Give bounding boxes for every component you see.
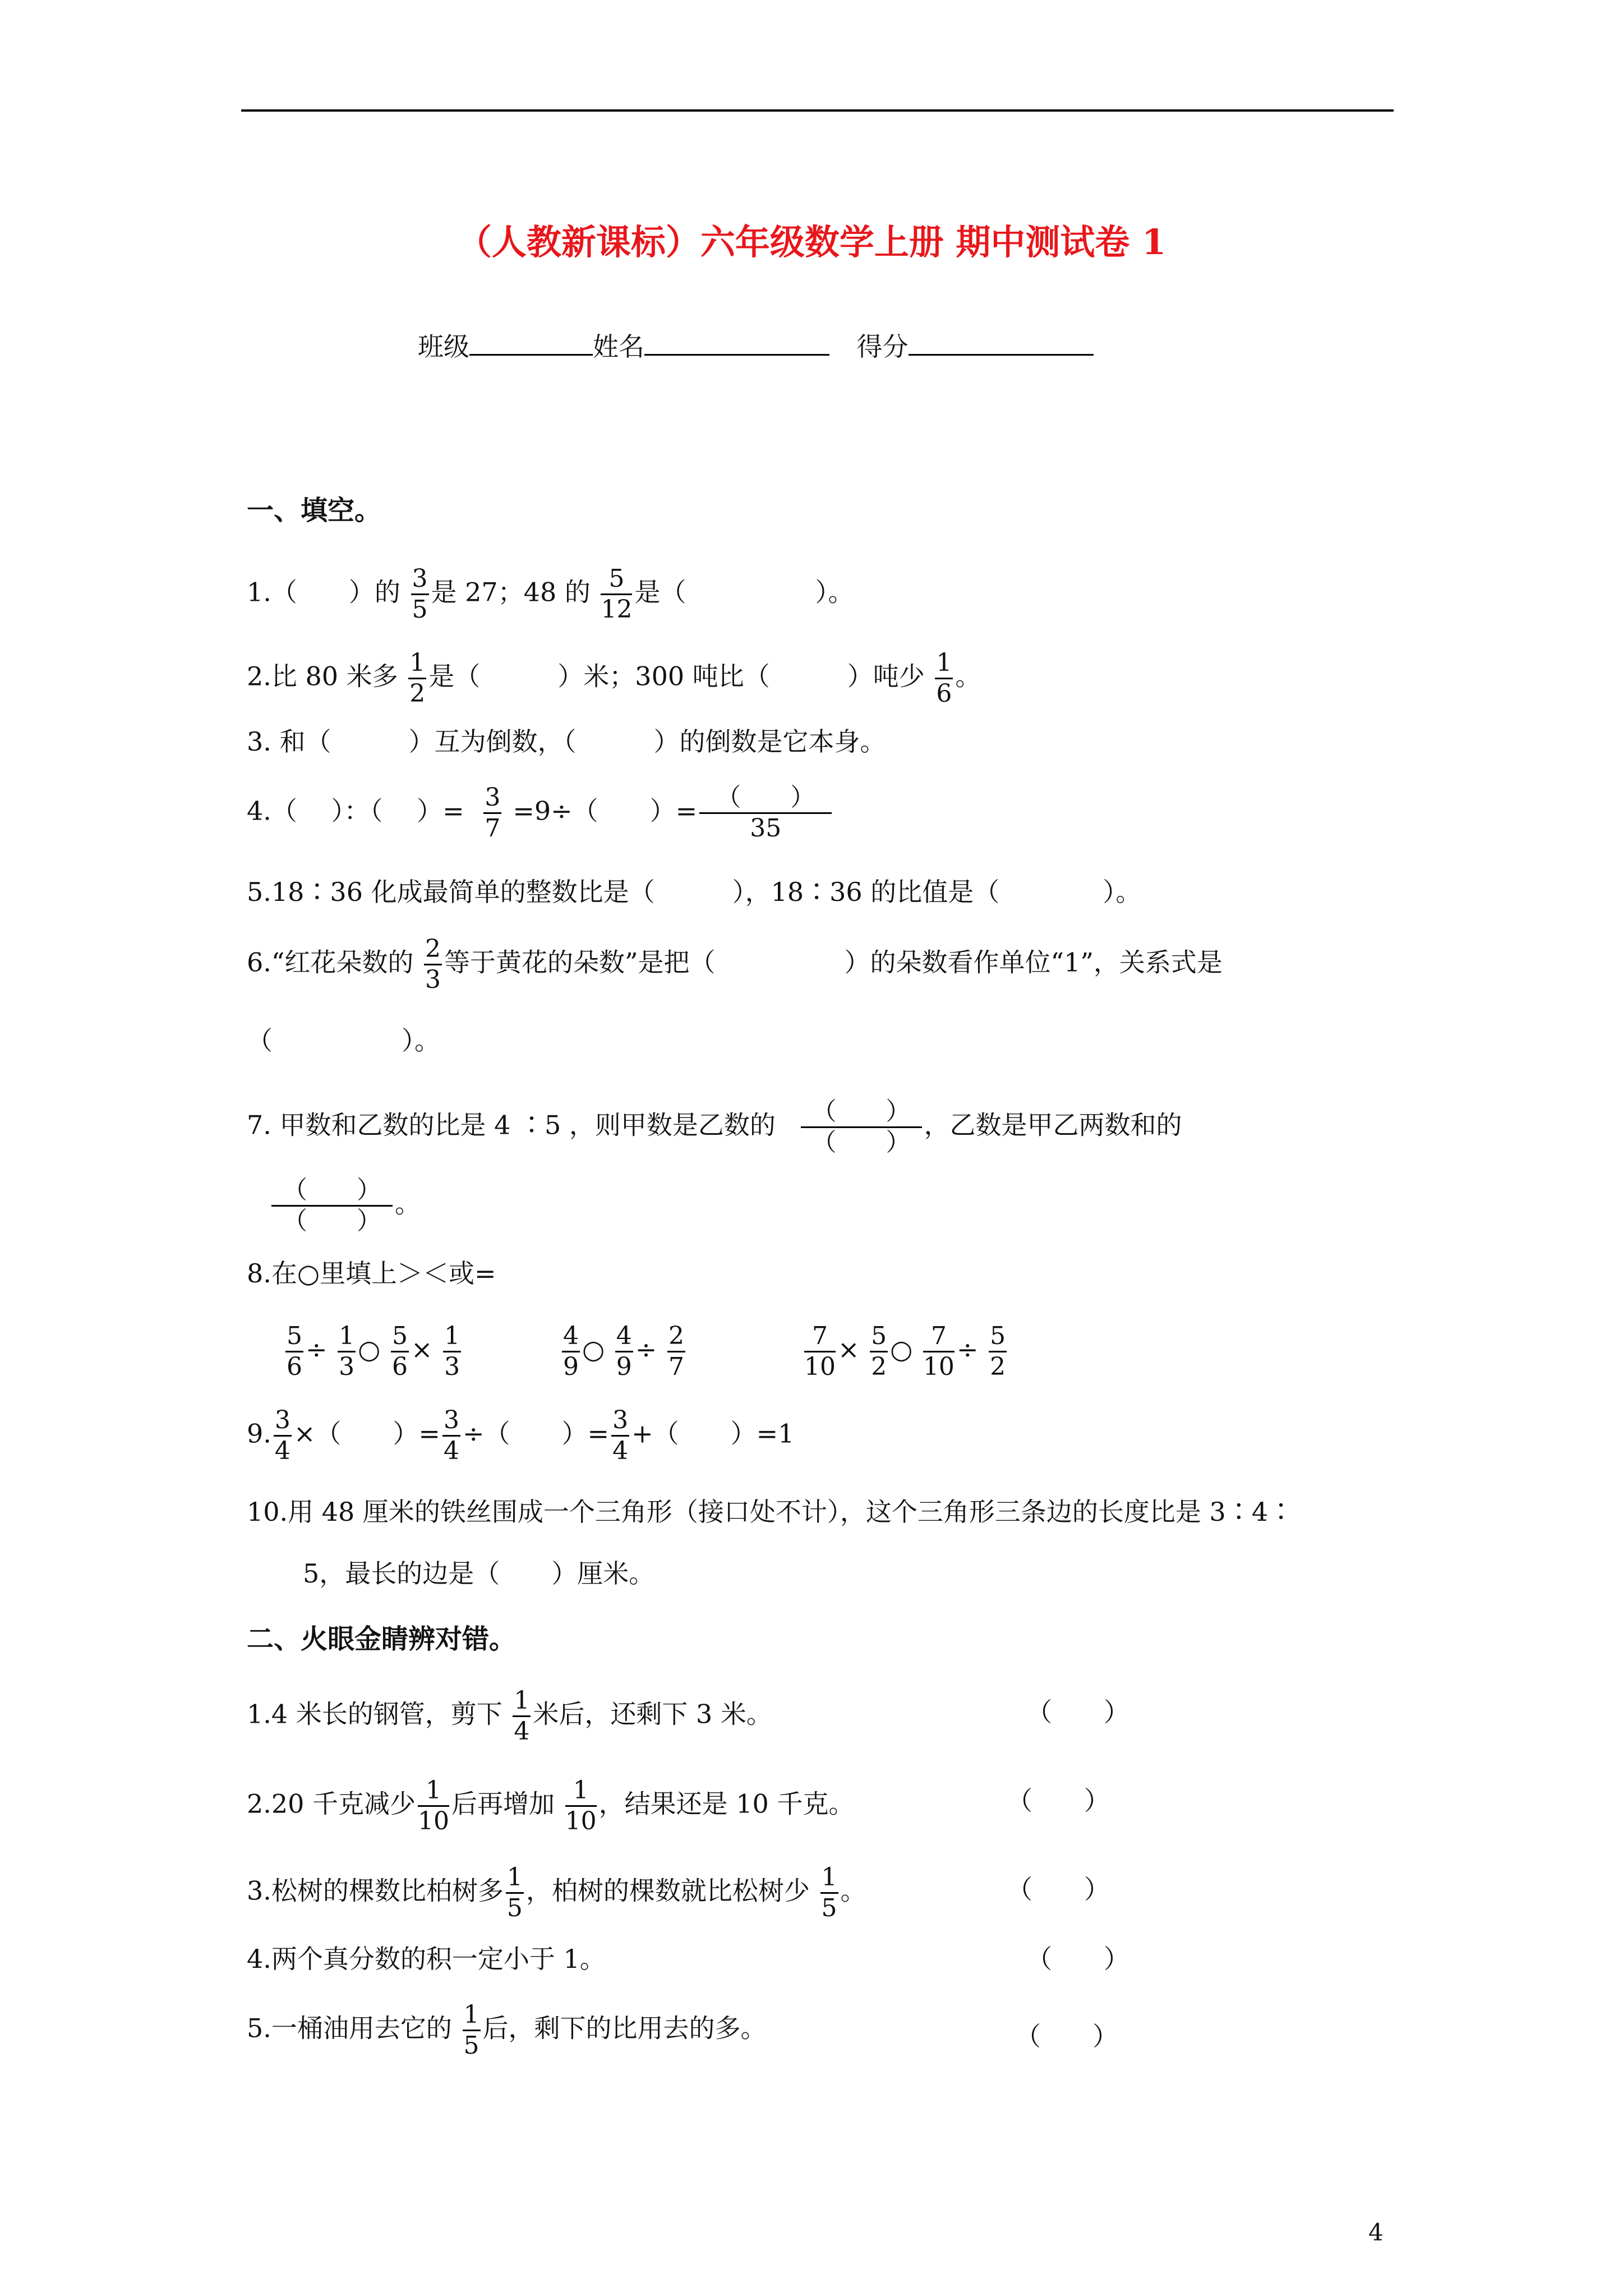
class-label: 班级: [418, 332, 469, 362]
page-title: （人教新课标）六年级数学上册 期中测试卷 1: [457, 222, 1166, 263]
question-1-10-cont: 5，最长的边是（ ）厘米。: [303, 1558, 655, 1589]
compare-circle[interactable]: ○: [358, 1334, 381, 1365]
score-blank[interactable]: [909, 328, 1094, 356]
name-label: 姓名: [593, 332, 644, 362]
question-1-3: 3. 和（ ）互为倒数，（ ）的倒数是它本身。: [247, 726, 886, 757]
compare-circle[interactable]: ○: [890, 1334, 913, 1365]
section-2-heading: 二、火眼金睛辨对错。: [247, 1623, 517, 1655]
name-blank[interactable]: [644, 328, 829, 356]
question-2-5: 5.一桶油用去它的 $\frac{1}{5}$ 后，剩下的比用去的多。: [247, 2000, 767, 2060]
fraction: $\frac{( )}{( )}$: [271, 1178, 393, 1234]
compare-circle[interactable]: ○: [582, 1334, 605, 1365]
header-fields: [418, 328, 1094, 364]
score-label: 得分: [856, 332, 909, 362]
question-1-10: 10.用 48 厘米的铁丝围成一个三角形（接口处不计），这个三角形三条边的长度比是 3∶4∶: [247, 1497, 1294, 1527]
fraction: $\frac{1}{6}$: [936, 648, 952, 708]
question-1-4: 4.（ ）：（ ）= $\frac{3}{7}$ =9÷（ ）= $\frac{( )}{35}$: [247, 785, 834, 841]
question-2-4: 4.两个真分数的积一定小于 1。: [247, 1944, 606, 1974]
question-1-7: 7. 甲数和乙数的比是 4 ∶5 ，则甲数是乙数的 $\frac{( )}{( )}$ ，乙数是甲乙两数和的: [247, 1097, 1182, 1157]
fraction: $\frac{2}{3}$: [425, 935, 441, 994]
question-1-8-group-1: $\frac{5}{6}$ ÷ $\frac{1}{3}$ ○ $\frac{5}{6}$ × $\frac{1}{3}$: [287, 1322, 460, 1381]
fraction: $\frac{( )}{35}$: [699, 785, 832, 841]
question-1-6-cont: （ ）。: [247, 1025, 440, 1056]
section-1-heading: 一、填空。: [247, 495, 382, 526]
fraction: $\frac{3}{5}$: [412, 564, 428, 624]
question-1-8-group-2: $\frac{4}{9}$ ○ $\frac{4}{9}$ ÷ $\frac{2}{7}$: [563, 1322, 684, 1381]
question-1-1: 1.（ ）的 $\frac{3}{5}$ 是 27；48 的 $\frac{5}{12}$ 是（ ）。: [247, 564, 854, 624]
question-1-8-heading: 8.在○里填上＞＜或=: [247, 1258, 496, 1289]
answer-paren-2[interactable]: （ ）: [1007, 1786, 1110, 1816]
question-2-2: 2.20 千克减少 $\frac{1}{10}$ 后再增加 $\frac{1}{10}$ ，结果还是 10 千克。: [247, 1776, 855, 1835]
question-1-6: 6.“红花朵数的 $\frac{2}{3}$ 等于黄花的朵数”是把（ ）的朵数看作单位“1”，关系式是: [247, 935, 1223, 994]
answer-paren-3[interactable]: （ ）: [1007, 1874, 1110, 1904]
question-1-2: 2.比 80 米多 $\frac{1}{2}$ 是（ ）米；300 吨比（ ）吨少 $\frac{1}{6}$ 。: [247, 648, 981, 708]
top-rule: [241, 109, 1394, 112]
fraction: $\frac{3}{7}$: [485, 783, 501, 843]
fraction: $\frac{( )}{( )}$: [801, 1099, 922, 1155]
page-number: 4: [1368, 2219, 1384, 2246]
answer-paren-1[interactable]: （ ）: [1026, 1697, 1129, 1727]
question-2-1: 1.4 米长的钢管，剪下 $\frac{1}{4}$ 米后，还剩下 3 米。: [247, 1686, 772, 1746]
class-blank[interactable]: [469, 328, 593, 356]
fraction: $\frac{1}{2}$: [409, 648, 426, 708]
question-2-3: 3.松树的棵数比柏树多 $\frac{1}{5}$ ，柏树的棵数就比松树少 $\frac{1}{5}$ 。: [247, 1863, 866, 1922]
answer-paren-5[interactable]: （ ）: [1015, 2021, 1118, 2051]
fraction: $\frac{5}{12}$: [601, 564, 633, 624]
answer-paren-4[interactable]: （ ）: [1026, 1944, 1129, 1974]
question-1-7-cont: $\frac{( )}{( )}$ 。: [269, 1178, 421, 1234]
question-1-8-group-3: $\frac{7}{10}$ × $\frac{5}{2}$ ○ $\frac{7}{10}$ ÷ $\frac{5}{2}$: [804, 1322, 1006, 1381]
question-1-9: 9. $\frac{3}{4}$ ×（ ）= $\frac{3}{4}$ ÷（ ）= $\frac{3}{4}$ +（ ）=1: [247, 1406, 795, 1465]
question-1-5: 5.18∶36 化成最简单的整数比是（ ），18∶36 的比值是（ ）。: [247, 877, 1142, 907]
